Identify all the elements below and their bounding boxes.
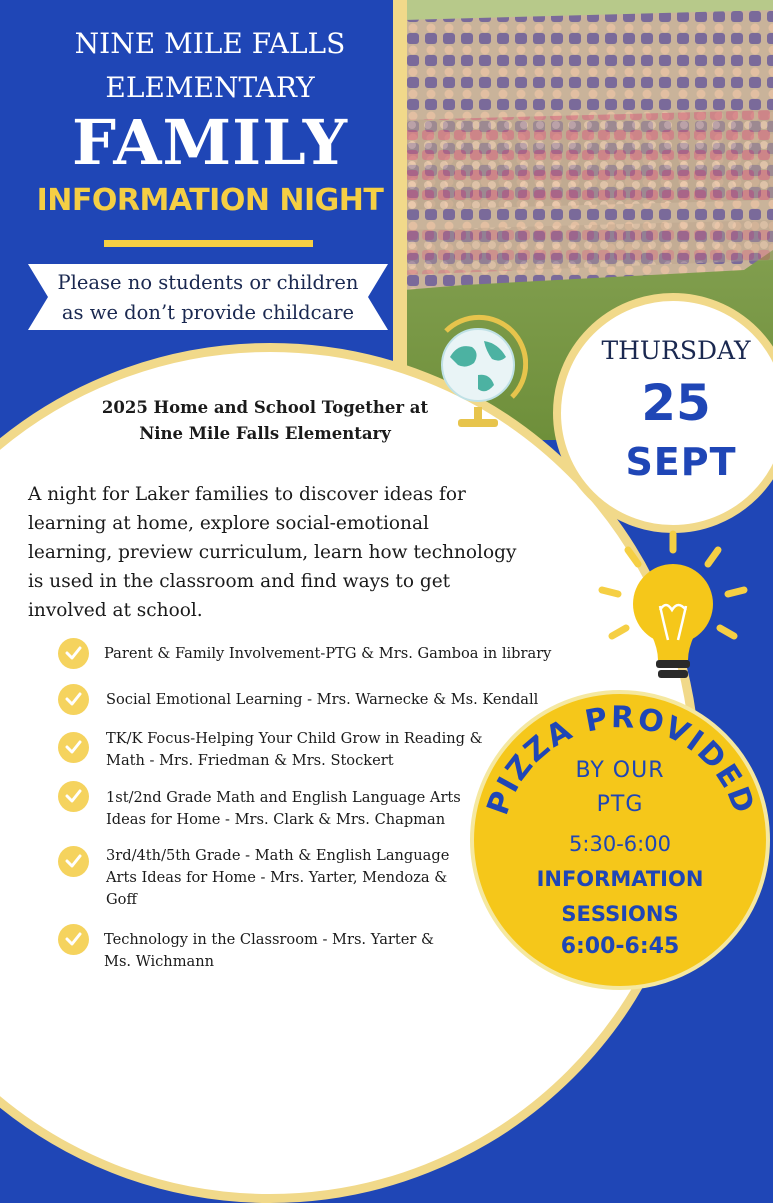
checklist-item — [104, 643, 604, 665]
event-description: A night for Laker families to discover ideas for learning at home, explore social-emotional learning, preview curriculum, learn how technology is used in the classroom and find ways to get involved at school. — [28, 484, 517, 621]
lightbulb-icon — [588, 528, 758, 698]
no-childcare-notice — [38, 268, 378, 328]
notice-line1: Please no students or children — [57, 271, 359, 294]
check-icon — [58, 732, 89, 763]
pizza-by-our: BY OUR — [575, 758, 665, 783]
event-month: SEPT — [625, 440, 737, 484]
pizza-headline-text: PIZZA PROVIDED — [480, 700, 762, 820]
school-name-line1: NINE MILE FALLS — [74, 27, 346, 60]
event-subtitle — [60, 395, 470, 447]
checklist-item — [106, 845, 496, 911]
checklist-item-text: Social Emotional Learning - Mrs. Warnecke & Ms. Kendall — [106, 691, 539, 708]
event-date-number: 25 — [641, 374, 711, 432]
check-icon — [58, 781, 89, 812]
pizza-time: 5:30-6:00 — [569, 832, 671, 856]
check-icon — [58, 924, 89, 955]
checklist-item-text: 1st/2nd Grade Math and English Language Arts — [106, 789, 461, 806]
pizza-ptg: PTG — [596, 792, 644, 817]
information-night-heading: INFORMATION NIGHT — [36, 183, 384, 218]
checklist-item-text: Arts Ideas for Home - Mrs. Yarter, Mendoza & — [106, 869, 448, 886]
checklist-item-text: TK/K Focus-Helping Your Child Grow in Reading & — [106, 730, 483, 747]
checklist-item — [104, 929, 494, 973]
checklist-item — [106, 728, 496, 772]
sessions-label — [520, 862, 720, 932]
school-name-line2: ELEMENTARY — [105, 71, 315, 104]
check-icon — [58, 684, 89, 715]
check-icon — [58, 846, 89, 877]
checklist-item-text: Parent & Family Involvement-PTG & Mrs. Gamboa in library — [104, 645, 552, 662]
check-icon — [58, 638, 89, 669]
session-time: 6:00-6:45 — [560, 934, 680, 959]
checklist-item-text: 3rd/4th/5th Grade - Math & English Language — [106, 847, 450, 864]
checklist-item-text: Math - Mrs. Friedman & Mrs. Stockert — [106, 752, 394, 769]
family-heading: FAMILY — [71, 106, 348, 179]
event-day: THURSDAY — [601, 336, 751, 365]
checklist-item — [106, 787, 496, 831]
sessions-label-line2: SESSIONS — [561, 902, 679, 926]
checklist-item-text: Goff — [106, 891, 137, 908]
school-name — [40, 22, 380, 110]
header-divider — [104, 240, 313, 247]
notice-line2: as we don’t provide childcare — [61, 301, 355, 324]
checklist-item-text: Ms. Wichmann — [104, 953, 215, 970]
checklist-item-text: Ideas for Home - Mrs. Clark & Mrs. Chapman — [106, 811, 446, 828]
sessions-label-line1: INFORMATION — [536, 867, 704, 891]
subtitle-line1: 2025 Home and School Together at — [101, 398, 429, 417]
checklist-item-text: Technology in the Classroom - Mrs. Yarter & — [104, 931, 434, 948]
subtitle-line2: Nine Mile Falls Elementary — [139, 424, 391, 443]
